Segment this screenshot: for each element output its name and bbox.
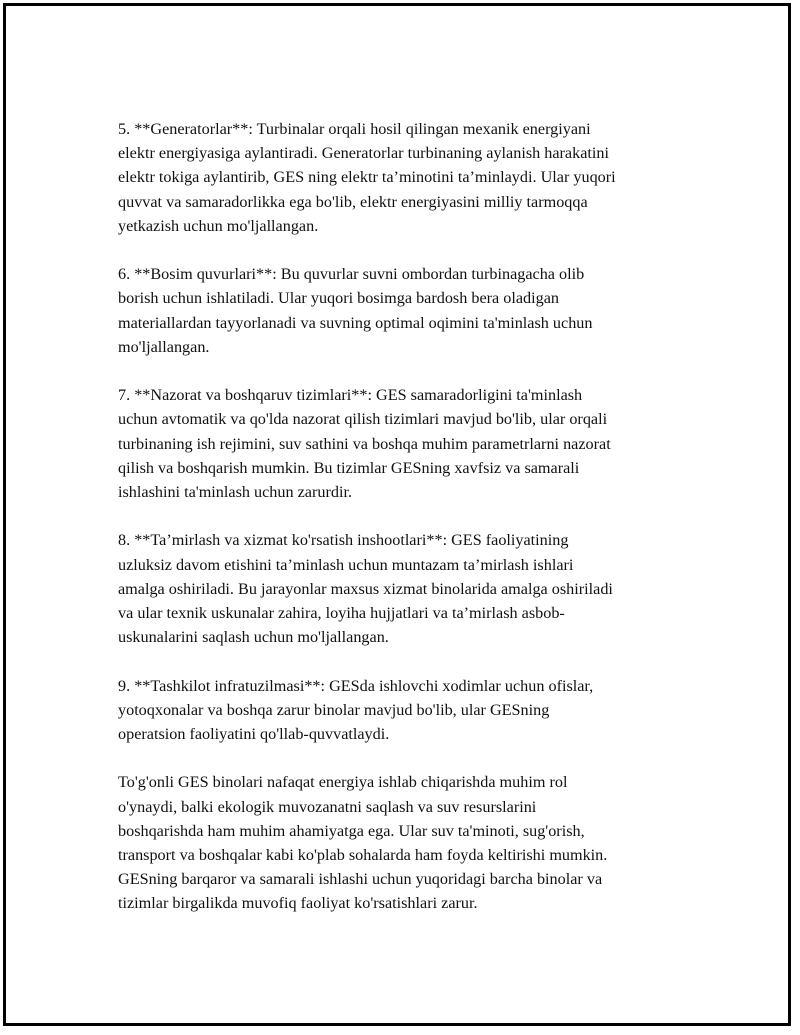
paragraph-conclusion: To'g'onli GES binolari nafaqat energiya ishlab chiqarishda muhim rol o'ynaydi, balki ekologik muvozanatni saqlash va suv resurslarini boshqarishda ham muhim ahamiyatga ega. Ular suv ta'minoti, sug'orish, transport va boshqalar kabi ko'plab sohalarda ham foyda keltirishi mumkin. GESning barqaror va samarali ishlashi uchun yuqoridagi barcha binolar va tizimlar birgalikda muvofiq faoliyat ko'rsatishlari zarur.: [118, 773, 608, 913]
paragraph-pressure-pipes: 6. **Bosim quvurlari**: Bu quvurlar suvni ombordan turbinagacha olib borish uchun ishlatiladi. Ular yuqori bosimga bardosh bera oladigan materiallardan tayyorlanadi va suvning optimal oqimini ta'minlash uchun mo'ljallangan.: [118, 265, 593, 356]
paragraph-generators: 5. **Generatorlar**: Turbinalar orqali hosil qilingan mexanik energiyani elektr energiyasiga aylantiradi. Generatorlar turbinaning aylanish harakatini elektr tokiga aylantirib, GES ning elektr ta’minotini ta’minlaydi. Ular yuqori quvvat va samaradorlikka ega bo'lib, elektr energiyasini milliy tarmoqqa yetkazish uchun mo'ljallangan.: [118, 120, 616, 235]
paragraph-infrastructure: 9. **Tashkilot infratuzilmasi**: GESda ishlovchi xodimlar uchun ofislar, yotoqxonalar va boshqa zarur binolar mavjud bo'lib, ular GESning operatsion faoliyatini qo'llab-quvvatlaydi.: [118, 676, 594, 744]
paragraph-maintenance-facilities: 8. **Ta’mirlash va xizmat ko'rsatish inshootlari**: GES faoliyatining uzluksiz davom etishini ta’minlash uchun muntazam ta’mirlash ishlari amalga oshiriladi. Bu jarayonlar maxsus xizmat binolarida amalga oshiriladi va ular texnik uskunalar zahira, loyiha hujjatlari va ta’mirlash asbob- uskunalarini saqlash uchun mo'ljallangan.: [118, 531, 613, 647]
document-body: [118, 117, 703, 940]
paragraph-control-systems: 7. **Nazorat va boshqaruv tizimlari**: GES samaradorligini ta'minlash uchun avtomatik va qo'lda nazorat qilish tizimlari mavjud bo'lib, ular orqali turbinaning ish rejimini, suv sathini va boshqa muhim parametrlarni nazorat qilish va boshqarish mumkin. Bu tizimlar GESning xavfsiz va samarali ishlashini ta'minlash uchun zarurdir.: [118, 386, 611, 502]
